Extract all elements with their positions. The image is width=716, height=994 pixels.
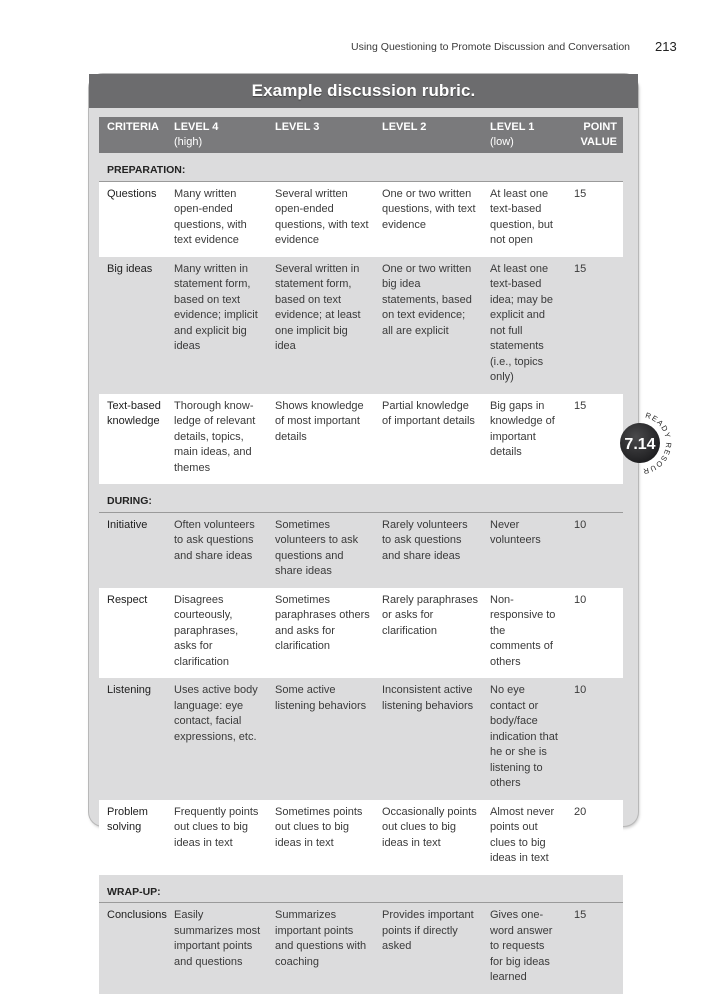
level4-cell: Thorough know-ledge of relevant details, topics, main ideas, and themes xyxy=(166,394,267,485)
header-level1 xyxy=(482,117,562,153)
points-cell: 15 xyxy=(562,257,623,394)
points-cell: 10 xyxy=(562,678,623,800)
header-label: CRITERIA xyxy=(107,121,159,133)
header-label: LEVEL 2 xyxy=(382,121,427,133)
criteria-cell: Listening xyxy=(99,678,166,800)
header-label: LEVEL 4 xyxy=(174,121,219,133)
level4-cell: Disagrees courteously, paraphrases, asks for clarification xyxy=(166,588,267,679)
level3-cell: Sometimes points out clues to big ideas in text xyxy=(267,800,374,875)
header-level3 xyxy=(267,117,374,153)
badge-number: 7.14 xyxy=(624,436,656,453)
level2-cell: One or two written big idea statements, based on text evidence; all are explicit xyxy=(374,257,482,394)
header-label: LEVEL 3 xyxy=(275,121,320,133)
level1-cell: Big gaps in knowledge of important details xyxy=(482,394,562,485)
level4-cell: Frequently points out clues to big ideas in text xyxy=(166,800,267,875)
panel-title: Example discussion rubric. xyxy=(89,74,638,108)
level4-cell: Easily summarizes most important points and questions xyxy=(166,903,267,994)
header-label: POINT xyxy=(583,121,617,133)
criteria-cell: Big ideas xyxy=(99,257,166,394)
rubric-panel xyxy=(89,74,638,983)
level3-cell: Sometimes volunteers to ask questions and share ideas xyxy=(267,512,374,588)
badge-graphic xyxy=(618,403,708,483)
level3-cell: Several written in statement form, based on text evidence; at least one implicit big idea xyxy=(267,257,374,394)
level2-cell: Rarely paraphrases or asks for clarification xyxy=(374,588,482,679)
level4-cell: Uses active body language: eye contact, facial expressions, etc. xyxy=(166,678,267,800)
level4-cell: Often volunteers to ask questions and share ideas xyxy=(166,512,267,588)
rubric-body xyxy=(99,153,623,994)
level1-cell: Never volunteers xyxy=(482,512,562,588)
points-cell: 15 xyxy=(562,394,623,485)
header-sub: VALUE xyxy=(580,136,617,148)
header-point-value xyxy=(562,117,623,153)
criteria-cell: Conclusions xyxy=(99,903,166,994)
criteria-cell: Initiative xyxy=(99,512,166,588)
rubric-row xyxy=(99,394,623,485)
level1-cell: No eye contact or body/face indication that he or she is listening to others xyxy=(482,678,562,800)
points-cell: 10 xyxy=(562,588,623,679)
header-level4 xyxy=(166,117,267,153)
level1-cell: At least one text-based question, but not open xyxy=(482,181,562,257)
section-title: DURING: xyxy=(99,484,623,512)
rubric-row xyxy=(99,678,623,800)
rubric-table xyxy=(99,117,623,994)
criteria-cell: Questions xyxy=(99,181,166,257)
level2-cell: Provides important points if directly asked xyxy=(374,903,482,994)
points-cell: 20 xyxy=(562,800,623,875)
rubric-row xyxy=(99,800,623,875)
level1-cell: Non-responsive to the comments of others xyxy=(482,588,562,679)
page-number: 213 xyxy=(655,39,677,54)
header-sub: (high) xyxy=(174,136,203,148)
criteria-cell: Text-based knowledge xyxy=(99,394,166,485)
header-sub: (low) xyxy=(490,136,514,148)
section-header xyxy=(99,484,623,512)
header-row xyxy=(99,117,623,153)
level2-cell: Rarely volunteers to ask questions and share ideas xyxy=(374,512,482,588)
level3-cell: Some active listening behaviors xyxy=(267,678,374,800)
level1-cell: At least one text-based idea; may be explicit and not full statements (i.e., topics only) xyxy=(482,257,562,394)
level2-cell: Occasionally points out clues to big ideas in text xyxy=(374,800,482,875)
level4-cell: Many written in statement form, based on text evidence; implicit and explicit big ideas xyxy=(166,257,267,394)
rubric-row xyxy=(99,588,623,679)
running-head: Using Questioning to Promote Discussion and Conversation xyxy=(351,41,630,53)
level2-cell: Partial knowledge of important details xyxy=(374,394,482,485)
criteria-cell: Problem solving xyxy=(99,800,166,875)
header-criteria xyxy=(99,117,166,153)
criteria-cell: Respect xyxy=(99,588,166,679)
rubric-row xyxy=(99,257,623,394)
level1-cell: Almost never points out clues to big ideas in text xyxy=(482,800,562,875)
level4-cell: Many written open-ended questions, with text evidence xyxy=(166,181,267,257)
level2-cell: One or two written questions, with text evidence xyxy=(374,181,482,257)
points-cell: 15 xyxy=(562,181,623,257)
rubric-row xyxy=(99,903,623,994)
header-label: LEVEL 1 xyxy=(490,121,535,133)
rubric-row xyxy=(99,181,623,257)
level2-cell: Inconsistent active listening behaviors xyxy=(374,678,482,800)
section-title: WRAP-UP: xyxy=(99,875,623,903)
level1-cell: Gives one-word answer to requests for big ideas learned xyxy=(482,903,562,994)
section-header xyxy=(99,875,623,903)
section-title: PREPARATION: xyxy=(99,153,623,181)
section-header xyxy=(99,153,623,181)
points-cell: 15 xyxy=(562,903,623,994)
rubric-row xyxy=(99,512,623,588)
badge-caption-text: READY RESOUR xyxy=(641,410,674,477)
header-level2 xyxy=(374,117,482,153)
level3-cell: Shows knowledge of most important details xyxy=(267,394,374,485)
level3-cell: Sometimes paraphrases others and asks for clarification xyxy=(267,588,374,679)
ready-resource-badge xyxy=(618,403,708,483)
level3-cell: Several written open-ended questions, with text evidence xyxy=(267,181,374,257)
level3-cell: Summarizes important points and questions with coaching xyxy=(267,903,374,994)
points-cell: 10 xyxy=(562,512,623,588)
